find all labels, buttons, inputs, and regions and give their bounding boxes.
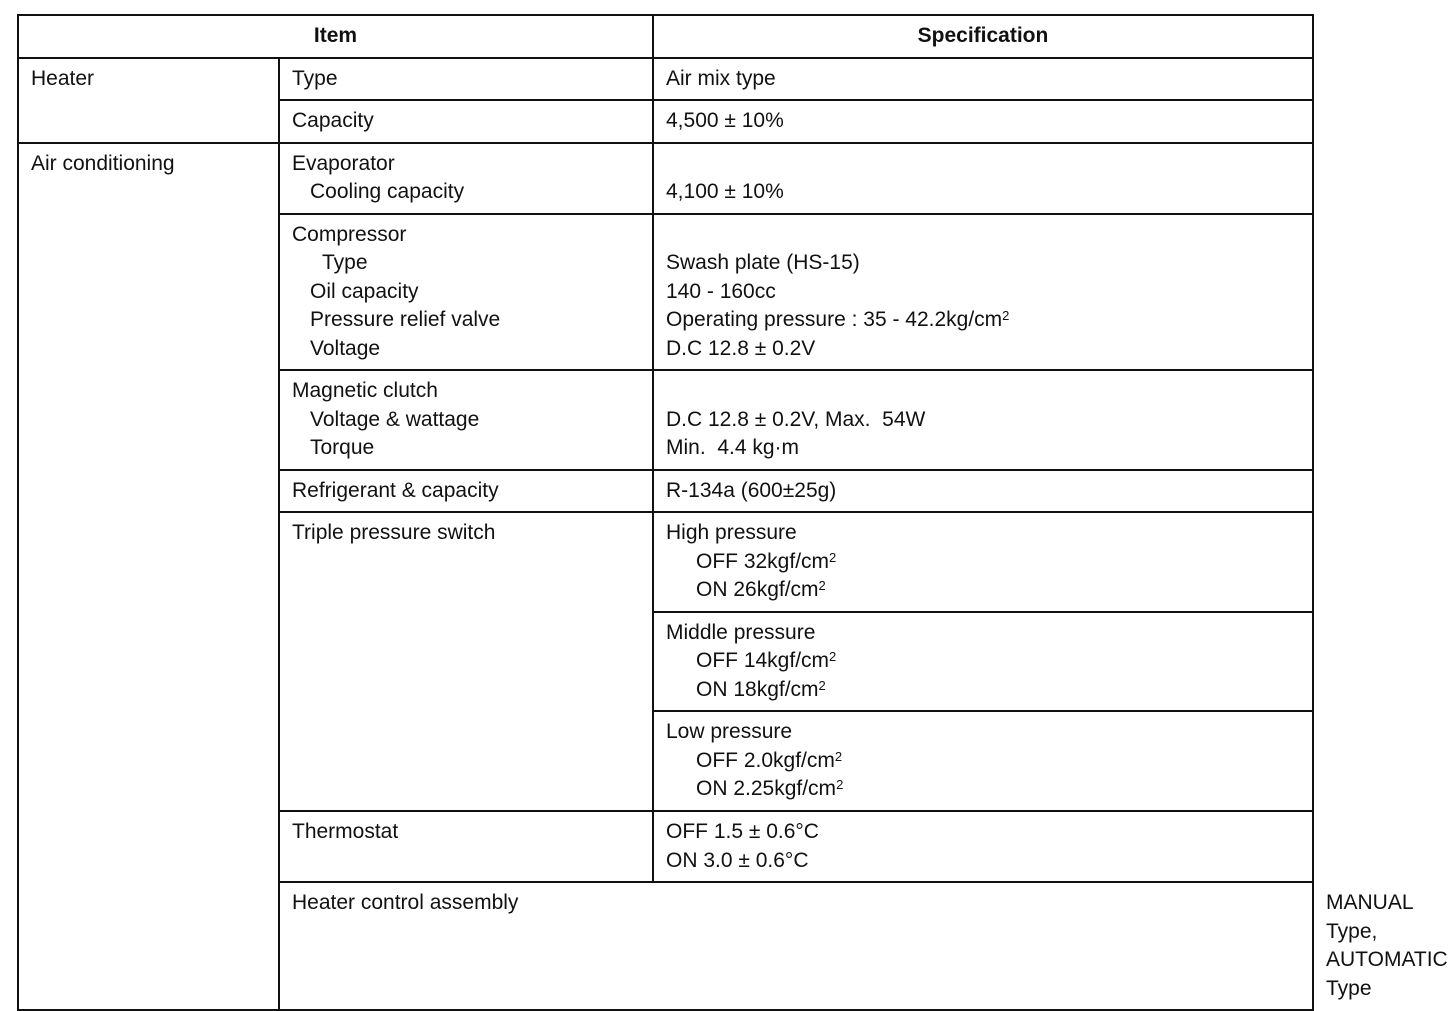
triple-switch-label: Triple pressure switch	[279, 512, 653, 811]
header-item: Item	[18, 15, 653, 58]
compressor-type-label: Type	[322, 251, 368, 274]
heater-label: Heater	[18, 58, 279, 143]
header-specification: Specification	[653, 15, 1313, 58]
heater-capacity-value: 4,500 ± 10%	[653, 100, 1313, 143]
high-pressure-title: High pressure	[666, 521, 797, 544]
torque-value: Min. 4.4 kg·m	[666, 436, 800, 459]
high-pressure-on: ON $26kgf/cm^2$	[696, 578, 826, 601]
compressor-label: Compressor	[292, 222, 407, 246]
table-row	[18, 143, 1313, 214]
middle-pressure-cell	[653, 612, 1313, 712]
oil-capacity-label: Oil capacity	[310, 279, 419, 303]
relief-valve-value: Operating pressure : $35 - 42.2kg/cm^2$	[666, 308, 1010, 331]
oil-capacity-value: 140 - 160cc	[666, 279, 776, 303]
heater-capacity-label: Capacity	[279, 100, 653, 143]
middle-pressure-off: OFF $14kgf/cm^2$	[696, 649, 837, 672]
thermostat-off: OFF 1.5 ± 0.6°C	[666, 820, 819, 843]
heater-type-value: Air mix type	[653, 58, 1313, 101]
evaporator-label: Evaporator	[292, 151, 395, 175]
control-assembly-label: Heater control assembly	[279, 882, 1313, 1010]
low-pressure-off: OFF $2.0kgf/cm^2$	[696, 748, 843, 772]
heater-type-label: Type	[279, 58, 653, 101]
table-row: Heater control assembly MANUAL Type, AUTOMATIC Type	[18, 882, 1313, 1010]
thermostat-on: ON 3.0 ± 0.6°C	[666, 848, 809, 872]
clutch-cell	[279, 370, 653, 470]
compressor-voltage-value: D.C 12.8 ± 0.2V	[666, 336, 816, 360]
relief-valve-label: Pressure relief valve	[310, 308, 501, 331]
evaporator-cell	[279, 143, 653, 214]
compressor-value-cell	[653, 214, 1313, 371]
evaporator-value-cell	[653, 143, 1313, 214]
voltage-wattage-label: Voltage & wattage	[310, 407, 480, 431]
low-pressure-cell	[653, 711, 1313, 811]
refrigerant-value: R-134a (600±25g)	[653, 470, 1313, 513]
low-pressure-title: Low pressure	[666, 720, 793, 743]
compressor-cell	[279, 214, 653, 371]
cooling-capacity-label: Cooling capacity	[310, 180, 465, 203]
high-pressure-off: OFF $32kgf/cm^2$	[696, 549, 837, 573]
clutch-label: Magnetic clutch	[292, 379, 438, 402]
spec-table	[17, 14, 1448, 1011]
clutch-value-cell	[653, 370, 1313, 470]
low-pressure-on: ON $2.25kgf/cm^2$	[696, 777, 844, 800]
middle-pressure-title: Middle pressure	[666, 620, 816, 644]
ac-label: Air conditioning	[18, 143, 279, 1011]
middle-pressure-on: ON $18kgf/cm^2$	[696, 677, 826, 701]
thermostat-label: Thermostat	[279, 811, 653, 882]
cooling-capacity-value: 4,100 ± 10%	[666, 180, 784, 203]
high-pressure-cell	[653, 512, 1313, 612]
refrigerant-label: Refrigerant & capacity	[279, 470, 653, 513]
thermostat-value-cell	[653, 811, 1313, 882]
table-row	[18, 58, 1313, 101]
voltage-wattage-value: D.C 12.8 ± 0.2V, Max. 54W	[666, 407, 926, 431]
compressor-voltage-label: Voltage	[310, 336, 381, 360]
compressor-type-value: Swash plate (HS-15)	[666, 251, 860, 274]
header-row	[18, 15, 1313, 58]
torque-label: Torque	[310, 436, 375, 459]
